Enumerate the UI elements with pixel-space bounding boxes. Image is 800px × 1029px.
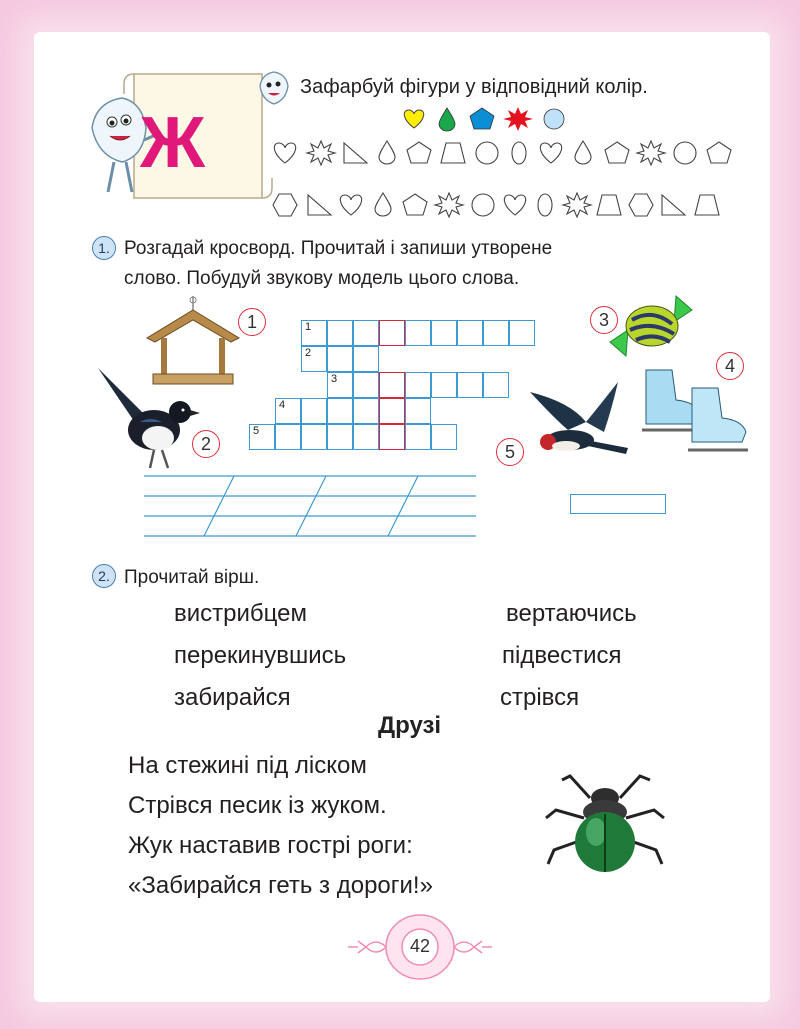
crossword-row-number: 4	[279, 399, 286, 411]
crossword-cell[interactable]	[353, 424, 379, 450]
clue-4-number: 4	[716, 352, 744, 380]
swallow-image	[526, 380, 630, 464]
task-2-badge: 2.	[92, 564, 116, 588]
crossword-row-number: 3	[331, 373, 338, 385]
crossword-cell[interactable]	[483, 320, 509, 346]
blue-pentagon-icon	[470, 108, 494, 129]
clue-3-number: 3	[590, 306, 618, 334]
beetle-image	[540, 768, 670, 878]
sound-model-box[interactable]	[570, 494, 666, 514]
task-1-line-1: Розгадай кросворд. Прочитай і запиши утворене	[124, 238, 553, 259]
crossword-cell[interactable]	[327, 398, 353, 424]
word-right-1: вертаючись	[506, 600, 637, 627]
poem-line-2: Стрівся песик із жуком.	[128, 792, 387, 819]
candy-image	[606, 290, 696, 362]
crossword-cell[interactable]	[405, 424, 431, 450]
magpie-image	[96, 366, 200, 474]
green-drop-icon	[439, 108, 455, 131]
crossword-cell[interactable]	[405, 320, 431, 346]
crossword-cell[interactable]	[405, 398, 431, 424]
word-right-3: стрівся	[500, 684, 580, 711]
crossword-cell[interactable]	[483, 372, 509, 398]
crossword-cell[interactable]	[431, 320, 457, 346]
color-legend	[400, 106, 580, 132]
poem-title: Друзі	[378, 712, 442, 739]
shapes-to-color	[270, 138, 760, 224]
crossword-cell[interactable]	[301, 424, 327, 450]
crossword-cell[interactable]	[353, 398, 379, 424]
crossword-cell[interactable]	[379, 372, 405, 398]
crossword-cell[interactable]	[327, 424, 353, 450]
crossword-cell[interactable]	[509, 320, 535, 346]
crossword-cell[interactable]	[301, 398, 327, 424]
light-blue-circle-icon	[544, 109, 564, 129]
letter-zh: Ж	[140, 103, 206, 183]
crossword-cell[interactable]	[457, 372, 483, 398]
crossword-row-number: 5	[253, 425, 260, 437]
crossword-row-number: 1	[305, 321, 312, 333]
word-left-1: вистрибцем	[174, 600, 307, 627]
red-star-icon	[503, 107, 533, 131]
crossword-cell[interactable]	[405, 372, 431, 398]
word-left-3: забирайся	[174, 684, 291, 711]
small-character-icon	[256, 68, 292, 108]
crossword-row-number: 2	[305, 347, 312, 359]
crossword-cell[interactable]	[353, 372, 379, 398]
poem-line-4: «Забирайся геть з дороги!»	[128, 872, 433, 899]
crossword-cell[interactable]	[275, 424, 301, 450]
poem-line-3: Жук наставив гострі роги:	[128, 832, 413, 859]
crossword-cell[interactable]	[379, 398, 405, 424]
crossword-cell[interactable]	[327, 346, 353, 372]
writing-lines	[144, 474, 478, 538]
crossword-cell[interactable]	[431, 372, 457, 398]
crossword-cell[interactable]	[353, 346, 379, 372]
yellow-heart-icon	[404, 110, 423, 128]
crossword-cell[interactable]	[327, 320, 353, 346]
task-2-instruction: Прочитай вірш.	[124, 567, 260, 588]
crossword-cell[interactable]	[457, 320, 483, 346]
crossword-cell[interactable]	[431, 424, 457, 450]
task-1-line-2: слово. Побудуй звукову модель цього слова.	[124, 268, 520, 289]
poem-line-1: На стежині під ліском	[128, 752, 367, 779]
color-task-instruction: Зафарбуй фігури у відповідний колір.	[300, 76, 648, 98]
crossword-cell[interactable]	[379, 320, 405, 346]
task-1-badge: 1.	[92, 236, 116, 260]
word-right-2: підвестися	[502, 642, 622, 669]
crossword-cell[interactable]	[353, 320, 379, 346]
clue-1-number: 1	[238, 308, 266, 336]
crossword-cell[interactable]	[379, 424, 405, 450]
word-left-2: перекинувшись	[174, 642, 347, 669]
clue-2-number: 2	[192, 430, 220, 458]
clue-5-number: 5	[496, 438, 524, 466]
page-number: 42	[409, 936, 431, 956]
